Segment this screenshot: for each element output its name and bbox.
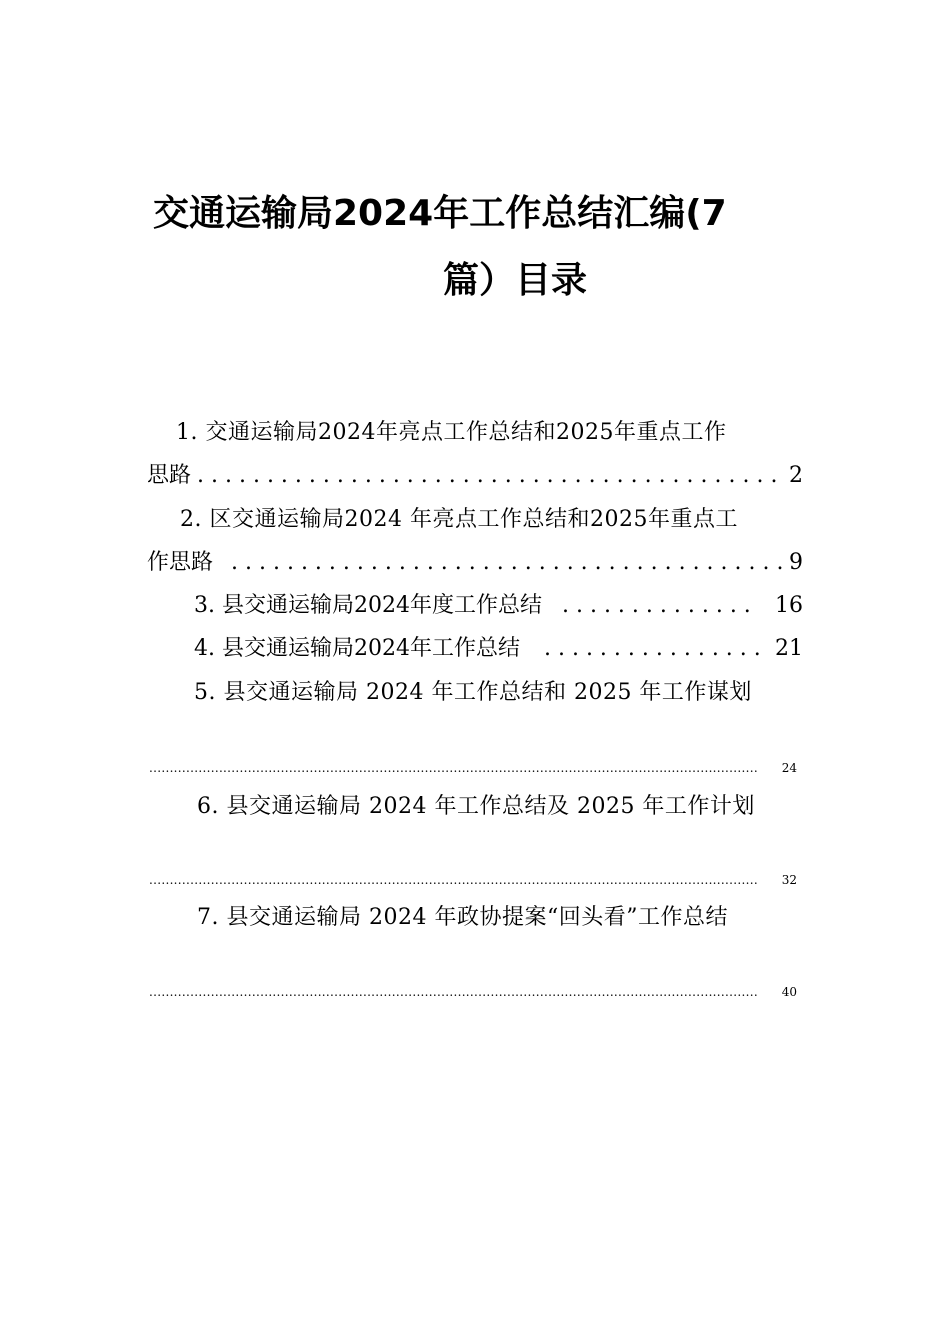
toc-entry-5-title: 5. 县交通运输局 2024 年工作总结和 2025 年工作谋划 — [194, 680, 752, 705]
toc-leader-dots — [231, 548, 783, 578]
toc-leader-dots — [149, 760, 758, 776]
toc-entry-4 — [194, 634, 803, 664]
toc-entry-1-page: 2 — [789, 463, 803, 488]
document-title-line-1: 交通运输局2024年工作总结汇编(7 — [153, 193, 727, 234]
toc-entry-6-page: 32 — [781, 873, 797, 887]
toc-entry-1-cont-text: 思路 — [147, 463, 192, 488]
toc-entry-5-leader-row — [149, 760, 803, 776]
toc-entry-3 — [194, 591, 803, 621]
toc-leader-dots — [149, 872, 758, 888]
toc-entry-4-page: 21 — [775, 636, 803, 661]
toc-entry-1-title: 1. 交通运输局2024年亮点工作总结和2025年重点工作 — [176, 420, 727, 445]
toc-entry-6-title: 6. 县交通运输局 2024 年工作总结及 2025 年工作计划 — [197, 794, 755, 819]
toc-entry-2-continuation — [147, 548, 803, 578]
toc-entry-3-title: 3. 县交通运输局2024年度工作总结 — [194, 593, 542, 618]
toc-entry-2-title: 2. 区交通运输局2024 年亮点工作总结和2025年重点工 — [180, 507, 738, 532]
toc-entry-2-cont-text: 作思路 — [147, 550, 214, 575]
toc-entry-2-page: 9 — [789, 550, 803, 575]
toc-entry-7-page: 40 — [781, 985, 797, 999]
toc-leader-dots — [149, 984, 758, 1000]
toc-entry-3-page: 16 — [775, 593, 803, 618]
toc-leader-dots — [562, 591, 759, 621]
toc-entry-6-leader-row — [149, 872, 803, 888]
toc-entry-1-continuation — [147, 461, 803, 491]
toc-entry-5-page: 24 — [781, 761, 797, 775]
toc-entry-7-title: 7. 县交通运输局 2024 年政协提案“回头看”工作总结 — [197, 905, 728, 930]
document-title-line-2: 篇）目录 — [443, 260, 588, 301]
toc-entry-7-leader-row — [149, 984, 803, 1000]
toc-leader-dots — [544, 634, 759, 664]
toc-entry-4-title: 4. 县交通运输局2024年工作总结 — [194, 636, 520, 661]
toc-leader-dots — [197, 461, 783, 491]
